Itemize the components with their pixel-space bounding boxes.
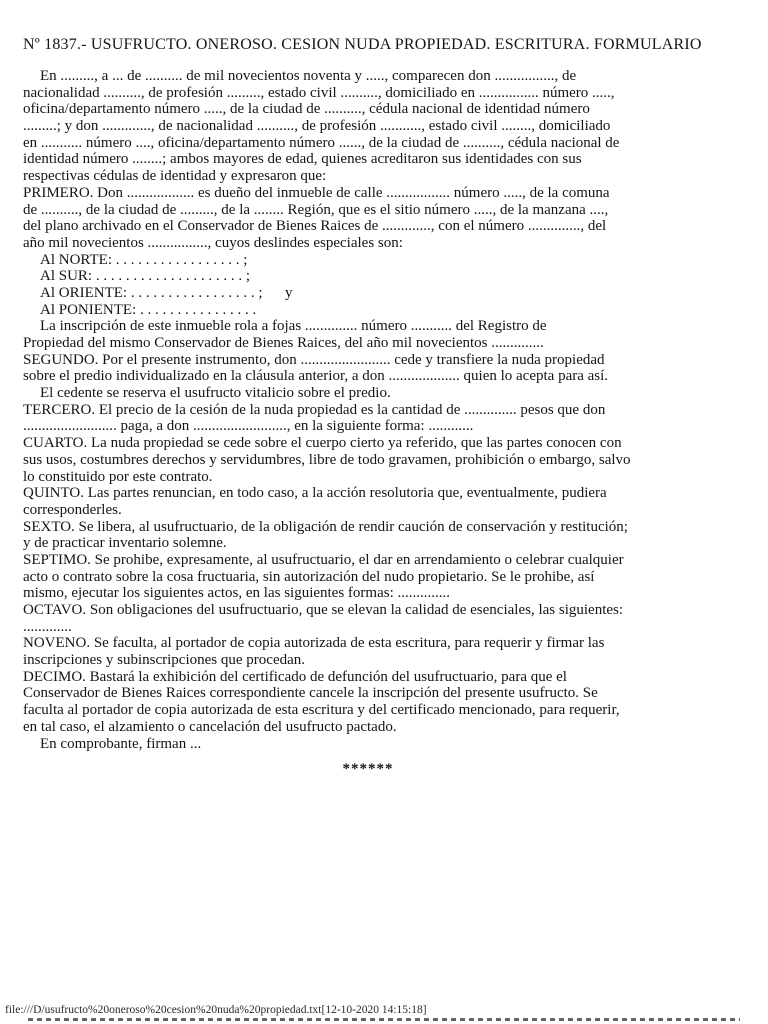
file-path-footer: file:///D/usufructo%20oneroso%20cesion%20nuda%20propiedad.txt[12-10-2020 14:15:18] <box>5 1004 427 1016</box>
document-line: y de practicar inventario solemne. <box>23 535 227 552</box>
document-line: faculta al portador de copia autorizada de esta escritura y del certificado mencionado, para requerir, <box>23 702 620 719</box>
document-line: OCTAVO. Son obligaciones del usufructuario, que se elevan la calidad de esenciales, las siguientes: <box>23 602 624 618</box>
document-line: TERCERO. El precio de la cesión de la nuda propiedad es la cantidad de .............. pesos que don <box>23 401 606 418</box>
document-line: SEGUNDO. Por el presente instrumento, don ........................ cede y transfiere la nuda propiedad <box>23 351 605 368</box>
document-line: sus usos, costumbres derechos y servidumbres, libre de todo gravamen, prohibición o embargo, salvo <box>23 451 631 468</box>
document-line: Al ORIENTE: . . . . . . . . . . . . . . . . . ; y <box>40 284 293 301</box>
document-line: lo constituido por este contrato. <box>23 468 213 485</box>
document-line: La inscripción de este inmueble rola a fojas .............. número ........... del Registro de <box>40 318 547 335</box>
document-page <box>23 36 739 778</box>
document-line: de .........., de la ciudad de ........., de la ........ Región, que es el sitio número ....., de la manzana ...., <box>23 201 609 218</box>
document-line: en tal caso, el alzamiento o cancelación del usufructo pactado. <box>23 718 397 735</box>
document-line: oficina/departamento número ....., de la ciudad de .........., cédula nacional de identidad número <box>23 101 590 118</box>
document-line: ......................... paga, a don ........................., en la siguiente forma: ............ <box>23 418 474 435</box>
separator-asterisks: ****** <box>342 761 394 778</box>
document-line: corresponderles. <box>23 501 122 518</box>
document-line: ............. <box>23 618 72 635</box>
document-body <box>23 68 739 752</box>
document-line: En comprobante, firman ... <box>40 735 202 752</box>
document-line: En ........., a ... de .......... de mil novecientos noventa y ....., comparecen don ................, de <box>40 68 577 84</box>
document-line: Propiedad del mismo Conservador de Bienes Raices, del año mil novecientos .............. <box>23 335 544 351</box>
document-line: DECIMO. Bastará la exhibición del certificado de defunción del usufructuario, para que el <box>23 668 567 685</box>
document-line: Al NORTE: . . . . . . . . . . . . . . . . . ; <box>40 251 248 268</box>
document-line: Conservador de Bienes Raices correspondiente cancele la inscripción del presente usufructo. Se <box>23 685 598 702</box>
document-line: .........; y don ............., de nacionalidad .........., de profesión ..........., estado civil ........, domiciliado <box>23 118 611 135</box>
document-line: identidad número ........; ambos mayores de edad, quienes acreditaron sus identidades con sus <box>23 151 582 168</box>
document-line: en ........... número ...., oficina/departamento número ......, de la ciudad de .........., cédula nacional de <box>23 134 620 151</box>
document-line: mismo, ejecutar los siguientes actos, en las siguientes formas: .............. <box>23 585 451 602</box>
document-line: El cedente se reserva el usufructo vitalicio sobre el predio. <box>40 385 391 402</box>
document-line: año mil novecientos ................, cuyos deslindes especiales son: <box>23 234 403 251</box>
page-bottom-scan-line <box>28 1018 740 1021</box>
document-line: CUARTO. La nuda propiedad se cede sobre el cuerpo cierto ya referido, que las partes conocen con <box>23 435 622 452</box>
document-title: Nº 1837.- USUFRUCTO. ONEROSO. CESION NUDA PROPIEDAD. ESCRITURA. FORMULARIO <box>23 36 702 53</box>
document-line: nacionalidad .........., de profesión ........., estado civil .........., domiciliado en ................ número ....., <box>23 84 615 101</box>
document-line: Al PONIENTE: . . . . . . . . . . . . . . . . <box>40 301 257 318</box>
document-line: del plano archivado en el Conservador de Bienes Raices de ............., con el número .............., del <box>23 218 607 235</box>
document-line: Al SUR: . . . . . . . . . . . . . . . . . . . . ; <box>40 268 251 285</box>
document-line: SEXTO. Se libera, al usufructuario, de la obligación de rendir caución de conservación y restitución; <box>23 518 628 535</box>
document-line: QUINTO. Las partes renuncian, en todo caso, a la acción resolutoria que, eventualmente, pudiera <box>23 485 607 502</box>
document-line: acto o contrato sobre la cosa fructuaria, sin autorización del nudo propietario. Se le prohibe, así <box>23 568 595 585</box>
document-line: sobre el predio individualizado en la cláusula anterior, a don ................... quien lo acepta para así. <box>23 368 609 385</box>
document-line: NOVENO. Se faculta, al portador de copia autorizada de esta escritura, para requerir y firmar las <box>23 635 605 652</box>
document-line: PRIMERO. Don .................. es dueño del inmueble de calle ................. número ....., de la comuna <box>23 184 610 201</box>
document-line: respectivas cédulas de identidad y expresaron que: <box>23 168 327 185</box>
document-line: SEPTIMO. Se prohibe, expresamente, al usufructuario, el dar en arrendamiento o celebrar cualquier <box>23 551 624 568</box>
document-line: inscripciones y subinscripciones que procedan. <box>23 652 306 669</box>
